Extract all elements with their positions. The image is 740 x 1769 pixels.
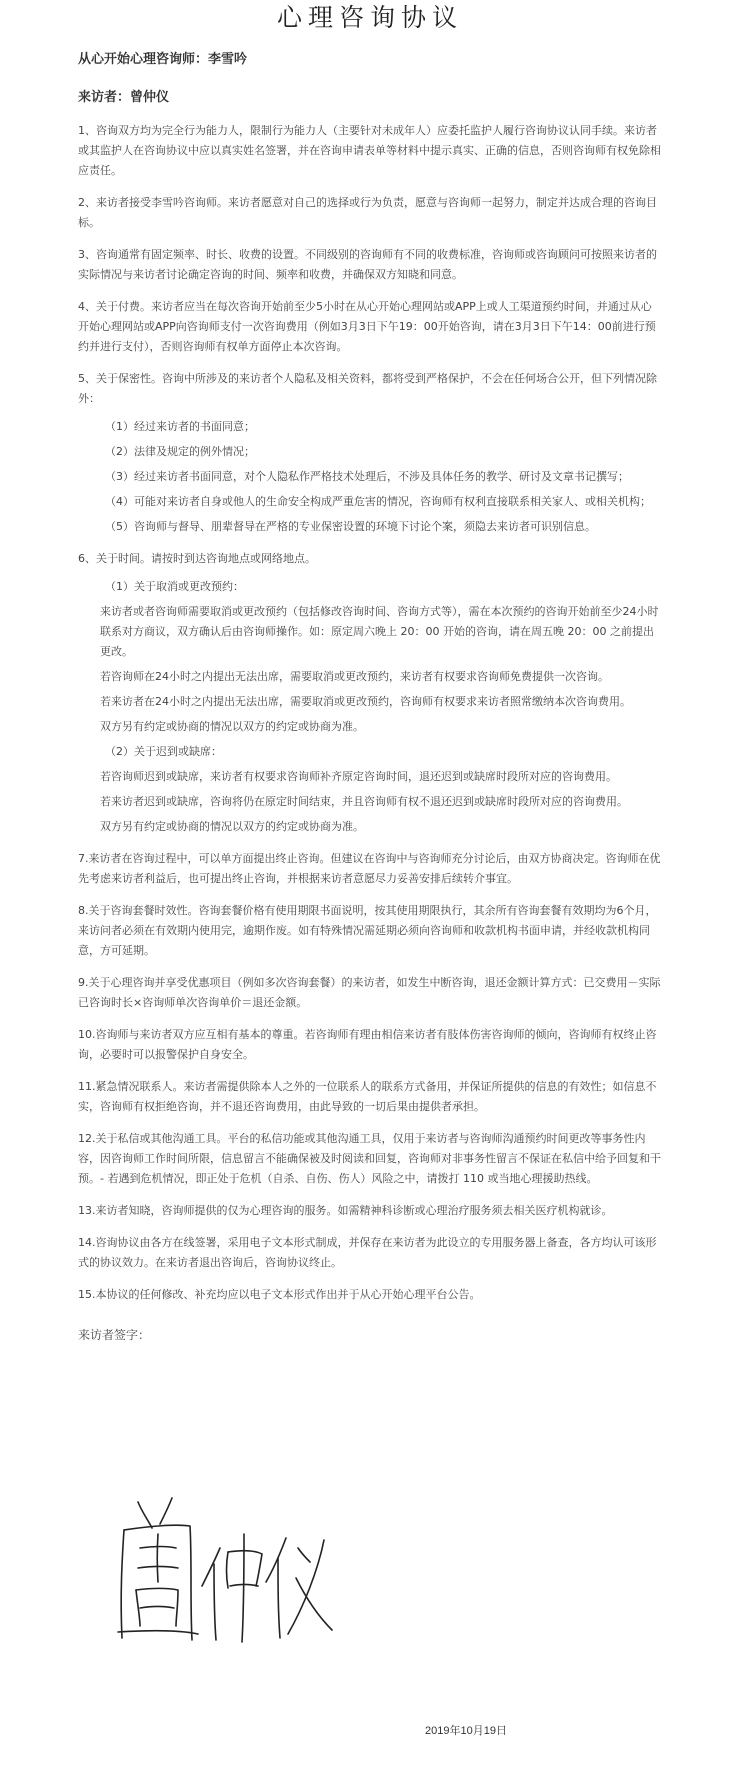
clause-6-sub1-para: 双方另有约定或协商的情况以双方的约定或协商为准。 xyxy=(100,720,364,733)
clause-12: 12.关于私信或其他沟通工具。平台的私信功能或其他沟通工具，仅用于来访者与咨询师沟通预约时间更改等事务性内容，因咨询师工作时间所限，信息留言不能确保被及时阅读和回复，咨询师对非事务性留言不保证在私信中给予回复和干预。- 若遇到危机情况，即正处于危机（自杀、自伤、伤人）风险之中，请拨打 110 或当地心理援助热线。 xyxy=(78,1132,661,1185)
counselor-line: 从心开始心理咨询师：李雪吟 xyxy=(78,52,248,67)
clause-14: 14.咨询协议由各方在线签署，采用电子文本形式制成，并保存在来访者为此设立的专用服务器上备查，各方均认可该形式的协议效力。在来访者退出咨询后，咨询协议终止。 xyxy=(78,1236,657,1269)
list-item: （3）经过来访者书面同意，对个人隐私作严格技术处理后，不涉及具体任务的教学、研讨及文章书记撰写； xyxy=(105,470,629,483)
clause-6-sub1-para: 若咨询师在24小时之内提出无法出席，需要取消或更改预约，来访者有权要求咨询师免费提供一次咨询。 xyxy=(100,670,609,683)
clause-6-sub2-para: 双方另有约定或协商的情况以双方的约定或协商为准。 xyxy=(100,820,364,833)
signing-date: 2019年10月19日 xyxy=(425,1725,507,1737)
clause-8: 8.关于咨询套餐时效性。咨询套餐价格有使用期限书面说明，按其使用期限执行，其余所有咨询套餐有效期均为6个月，来访问者必须在有效期内使用完，逾期作废。如有特殊情况需延期必须向咨询师和收款机构书面申请，并经收款机构同意，方可延期。 xyxy=(78,904,657,957)
clause-6-sub2-para: 若来访者迟到或缺席，咨询将仍在原定时间结束，并且咨询师有权不退还迟到或缺席时段所对应的咨询费用。 xyxy=(100,795,628,808)
clause-3: 3、咨询通常有固定频率、时长、收费的设置。不同级别的咨询师有不同的收费标准，咨询师或咨询顾问可按照来访者的实际情况与来访者讨论确定咨询的时间、频率和收费，并确保双方知晓和同意。 xyxy=(78,248,657,281)
clause-9: 9.关于心理咨询并享受优惠项目（例如多次咨询套餐）的来访者，如发生中断咨询，退还金额计算方式：已交费用－实际已咨询时长×咨询师单次咨询单价＝退还金额。 xyxy=(78,976,661,1009)
list-item: （2）法律及规定的例外情况； xyxy=(105,445,255,458)
clause-5-list xyxy=(78,417,662,537)
clause-15: 15.本协议的任何修改、补充均应以电子文本形式作出并于从心开始心理平台公告。 xyxy=(78,1288,481,1301)
list-item: （4）可能对来访者自身或他人的生命安全构成严重危害的情况，咨询师有权利直接联系相关家人、或相关机构； xyxy=(105,495,651,508)
clause-5: 5、关于保密性。咨询中所涉及的来访者个人隐私及相关资料，都将受到严格保护，不会在任何场合公开，但下列情况除外： xyxy=(78,372,657,405)
clause-1: 1、咨询双方均为完全行为能力人，限制行为能力人（主要针对未成年人）应委托监护人履行咨询协议认同手续。来访者或其监护人在咨询协议中应以真实姓名签署，并在咨询申请表单等材料中提示真实、正确的信息，否则咨询师有权免除相应责任。 xyxy=(78,124,661,177)
clause-6-sub1-para: 若来访者在24小时之内提出无法出席，需要取消或更改预约，咨询师有权要求来访者照常缴纳本次咨询费用。 xyxy=(100,695,631,708)
signature-label: 来访者签字： xyxy=(78,1328,151,1342)
clause-6-sub1-title: （1）关于取消或更改预约： xyxy=(105,580,244,593)
clause-7: 7.来访者在咨询过程中，可以单方面提出终止咨询。但建议在咨询中与咨询师充分讨论后，由双方协商决定。咨询师在优先考虑来访者利益后，也可提出终止咨询，并根据来访者意愿尽力妥善安排后续转介事宜。 xyxy=(78,852,661,885)
list-item: （5）咨询师与督导、朋辈督导在严格的专业保密设置的环境下讨论个案，须隐去来访者可识别信息。 xyxy=(105,520,596,533)
clause-2: 2、来访者接受李雪吟咨询师。来访者愿意对自己的选择或行为负责，愿意与咨询师一起努力，制定并达成合理的咨询目标。 xyxy=(78,196,657,229)
clause-4: 4、关于付费。来访者应当在每次咨询开始前至少5小时在从心开始心理网站或APP上或人工渠道预约时间，并通过从心开始心理网站或APP向咨询师支付一次咨询费用（例如3月3日下午19：00开始咨询，请在3月3日下午14：00前进行预约并进行支付），否则咨询师有权单方面停止本次咨询。 xyxy=(78,300,656,353)
clause-11: 11.紧急情况联系人。来访者需提供除本人之外的一位联系人的联系方式备用，并保证所提供的信息的有效性；如信息不实，咨询师有权拒绝咨询，并不退还咨询费用，由此导致的一切后果由提供者承担。 xyxy=(78,1080,657,1113)
clauses-section xyxy=(78,121,662,1305)
document-title: 心理咨询协议 xyxy=(276,3,463,32)
clause-6-sub1-para: 来访者或者咨询师需要取消或更改预约（包括修改咨询时间、咨询方式等），需在本次预约的咨询开始前至少24小时联系对方商议，双方确认后由咨询师操作。如：原定周六晚上 20：00 开始的咨询，请在周五晚 20：00 之前提出更改。 xyxy=(100,605,659,658)
list-item: （1）经过来访者的书面同意； xyxy=(105,420,255,433)
clause-10: 10.咨询师与来访者双方应互相有基本的尊重。若咨询师有理由相信来访者有肢体伤害咨询师的倾向，咨询师有权终止咨询，必要时可以报警保护自身安全。 xyxy=(78,1028,657,1061)
client-line: 来访者：曾仲仪 xyxy=(78,90,170,105)
clause-6-sub2-para: 若咨询师迟到或缺席，来访者有权要求咨询师补齐原定咨询时间，退还迟到或缺席时段所对应的咨询费用。 xyxy=(100,770,617,783)
clause-6: 6、关于时间。请按时到达咨询地点或网络地点。 xyxy=(78,552,316,565)
handwritten-signature xyxy=(110,1490,340,1650)
clause-6-sub2-title: （2）关于迟到或缺席： xyxy=(105,745,222,758)
clause-13: 13.来访者知晓，咨询师提供的仅为心理咨询的服务。如需精神科诊断或心理治疗服务须去相关医疗机构就诊。 xyxy=(78,1204,613,1217)
